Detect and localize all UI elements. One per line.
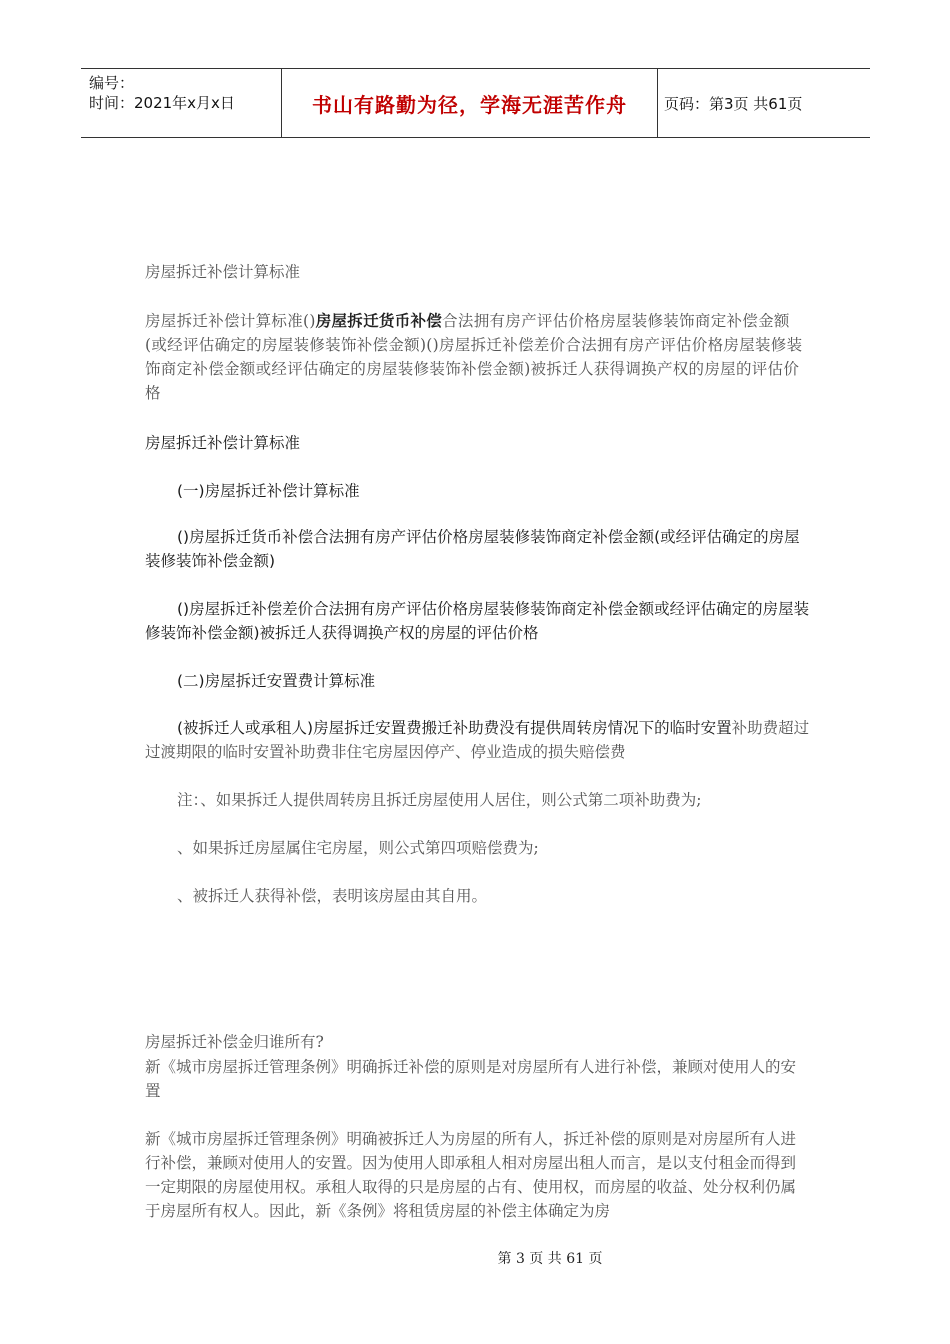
number-label: 编号： bbox=[89, 74, 135, 92]
subheading-2: (二)房屋拆迁安置费计算标准 bbox=[177, 672, 376, 690]
intro-post: 合法拥有房产评估价格房屋装修装饰商定补偿金额(或经评估确定的房屋装修装饰补偿金额)()房屋拆迁补偿差价合法拥有房产评估价格房屋装修装饰商定补偿金额或经评估确定的房屋装修装饰补偿金额)被拆迁人获得调换产权的房屋的评估价格 bbox=[145, 312, 803, 402]
header-page-info: 页码：第3页 共61页 bbox=[664, 94, 803, 113]
section1-intro bbox=[145, 309, 810, 405]
paragraph-c bbox=[145, 716, 810, 764]
document-header bbox=[81, 68, 870, 138]
paragraph-a: ()房屋拆迁货币补偿合法拥有房产评估价格房屋装修装饰商定补偿金额(或经评估确定的房屋装修装饰补偿金额) bbox=[145, 528, 800, 570]
paragraph-c-grey: 补助费超过过渡期限的临时安置补助费非住宅房屋因停产、停业造成的损失赔偿费 bbox=[145, 719, 810, 761]
section1-title: 房屋拆迁补偿计算标准 bbox=[145, 263, 301, 281]
footer-page-number: 第 3 页 共 61 页 bbox=[497, 1251, 603, 1267]
subheading-1: (一)房屋拆迁补偿计算标准 bbox=[177, 482, 360, 500]
intro-pre: 房屋拆迁补偿计算标准() bbox=[145, 312, 316, 330]
section2-lead: 新《城市房屋拆迁管理条例》明确拆迁补偿的原则是对房屋所有人进行补偿，兼顾对使用人的安置 bbox=[145, 1058, 797, 1100]
date-label: 时间：2021年x月x日 bbox=[89, 94, 235, 112]
note-1: 注：、如果拆迁人提供周转房且拆迁房屋使用人居住，则公式第二项补助费为; bbox=[177, 791, 702, 809]
section2-title: 房屋拆迁补偿金归谁所有? bbox=[145, 1033, 324, 1051]
paragraph-c-dark: (被拆迁人或承租人)房屋拆迁安置费搬迁补助费没有提供周转房情况下的临时安置 bbox=[177, 719, 732, 737]
header-motto: 书山有路勤为径，学海无涯苦作舟 bbox=[282, 69, 658, 137]
note-2: 、如果拆迁房屋属住宅房屋，则公式第四项赔偿费为; bbox=[177, 839, 539, 857]
note-3: 、被拆迁人获得补偿，表明该房屋由其自用。 bbox=[177, 887, 488, 905]
intro-bold: 房屋拆迁货币补偿 bbox=[315, 311, 443, 330]
paragraph-b: ()房屋拆迁补偿差价合法拥有房产评估价格房屋装修装饰商定补偿金额或经评估确定的房屋装修装饰补偿金额)被拆迁人获得调换产权的房屋的评估价格 bbox=[145, 600, 810, 642]
header-meta bbox=[81, 69, 282, 137]
page-footer bbox=[0, 1248, 950, 1268]
section2-body: 新《城市房屋拆迁管理条例》明确被拆迁人为房屋的所有人，拆迁补偿的原则是对房屋所有人进行补偿，兼顾对使用人的安置。因为使用人即承租人相对房屋出租人而言，是以支付租金而得到一定期限的房屋使用权。承租人取得的只是房屋的占有、使用权，而房屋的收益、处分权利仍属于房屋所有权人。因此，新《条例》将租赁房屋的补偿主体确定为房 bbox=[145, 1130, 797, 1220]
section1-heading2: 房屋拆迁补偿计算标准 bbox=[145, 434, 301, 452]
